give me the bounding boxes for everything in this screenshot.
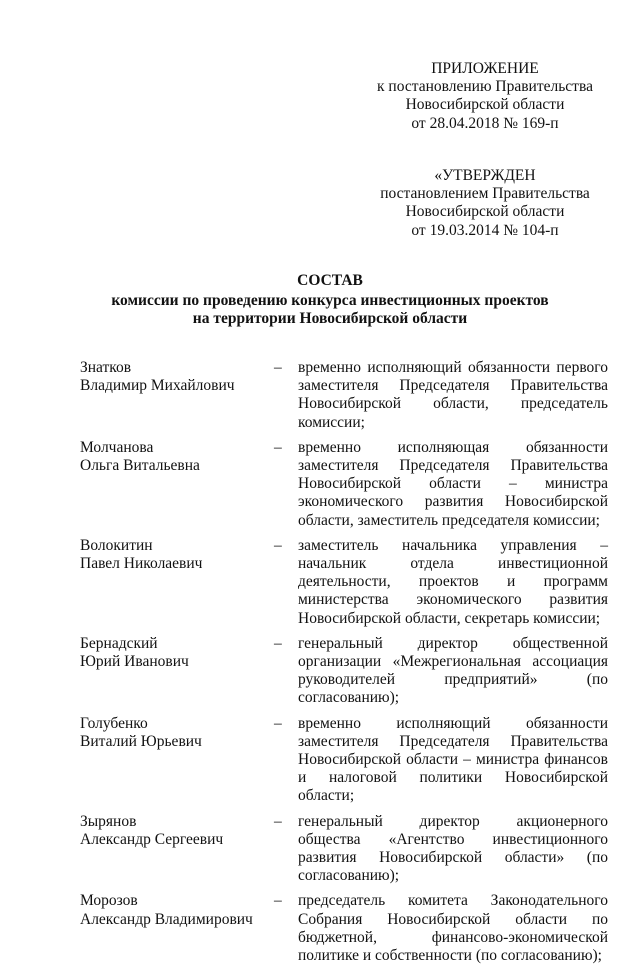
member-surname: Молчанова: [80, 438, 154, 456]
member-row: [80, 813, 610, 886]
member-role: генеральный директор общественной организации «Межрегиональная ассоциация руководителей предприятий» (по согласованию);: [298, 634, 608, 707]
member-row: [80, 359, 610, 432]
member-row: [80, 537, 610, 628]
dash-separator: –: [274, 536, 282, 554]
attachment-line-3: от 28.04.2018 № 169-п: [411, 114, 559, 132]
member-role: временно исполняющая обязанности заместителя Председателя Правительства Новосибирской области – министра экономического развития Новосибирской области, заместитель председателя комиссии;: [298, 438, 608, 529]
member-name: [80, 439, 273, 475]
member-given-names: Виталий Юрьевич: [80, 732, 202, 750]
member-name: [80, 537, 273, 573]
member-surname: Знатков: [80, 359, 132, 376]
member-role: временно исполняющий обязанности заместителя Председателя Правительства Новосибирской области – министра финансов и налоговой политики Новосибирской области;: [298, 714, 608, 805]
dash-separator: –: [274, 359, 282, 376]
attachment-line-1: к постановлению Правительства: [377, 78, 593, 96]
approved-line-3: от 19.03.2014 № 104-п: [411, 221, 559, 239]
dash-separator: –: [274, 812, 282, 830]
attachment-heading: ПРИЛОЖЕНИЕ: [431, 60, 539, 77]
member-given-names: Павел Николаевич: [80, 555, 203, 573]
member-row: [80, 715, 610, 806]
member-name: [80, 892, 273, 928]
member-given-names: Александр Сергеевич: [80, 830, 224, 848]
member-surname: Морозов: [80, 892, 138, 910]
member-name: [80, 635, 273, 671]
member-name: [80, 359, 273, 395]
member-name: [80, 715, 273, 751]
title-line-1: комиссии по проведению конкурса инвестиционных проектов: [111, 292, 549, 310]
document-title: [80, 272, 580, 329]
approved-line-2: Новосибирской области: [405, 203, 565, 221]
member-name: [80, 813, 273, 849]
member-surname: Голубенко: [80, 714, 148, 732]
member-row: [80, 635, 610, 708]
attachment-block: [370, 60, 600, 133]
member-role: генеральный директор акционерного общества «Агентство инвестиционного развития Новосибирской области» (по согласованию);: [298, 812, 608, 885]
approved-block: [370, 167, 600, 240]
member-surname: Бернадский: [80, 634, 158, 652]
member-given-names: Ольга Витальевна: [80, 457, 200, 475]
approved-heading: «УТВЕРЖДЕН: [434, 167, 536, 184]
member-role: председатель комитета Законодательного Собрания Новосибирской области по бюджетной, финансово-экономической политике и собственности (по согласованию);: [298, 892, 608, 965]
attachment-line-2: Новосибирской области: [405, 96, 565, 114]
dash-separator: –: [274, 634, 282, 652]
title-line-2: на территории Новосибирской области: [192, 310, 468, 328]
member-given-names: Александр Владимирович: [80, 910, 253, 928]
title-main: СОСТАВ: [297, 272, 363, 289]
dash-separator: –: [274, 714, 282, 732]
member-row: [80, 892, 610, 965]
member-role: временно исполняющий обязанности первого заместителя Председателя Правительства Новосибирской области, председатель комиссии;: [298, 359, 608, 431]
member-given-names: Владимир Михайлович: [80, 377, 235, 395]
member-given-names: Юрий Иванович: [80, 653, 189, 671]
member-role: заместитель начальника управления – начальник отдела инвестиционной деятельности, проектов и программ министерства экономического развития Новосибирской области, секретарь комиссии;: [298, 536, 608, 627]
member-row: [80, 439, 610, 530]
member-surname: Зырянов: [80, 812, 137, 830]
members-list: [80, 359, 610, 972]
dash-separator: –: [274, 892, 282, 910]
approved-line-1: постановлением Правительства: [380, 185, 590, 203]
member-surname: Волокитин: [80, 536, 153, 554]
dash-separator: –: [274, 438, 282, 456]
